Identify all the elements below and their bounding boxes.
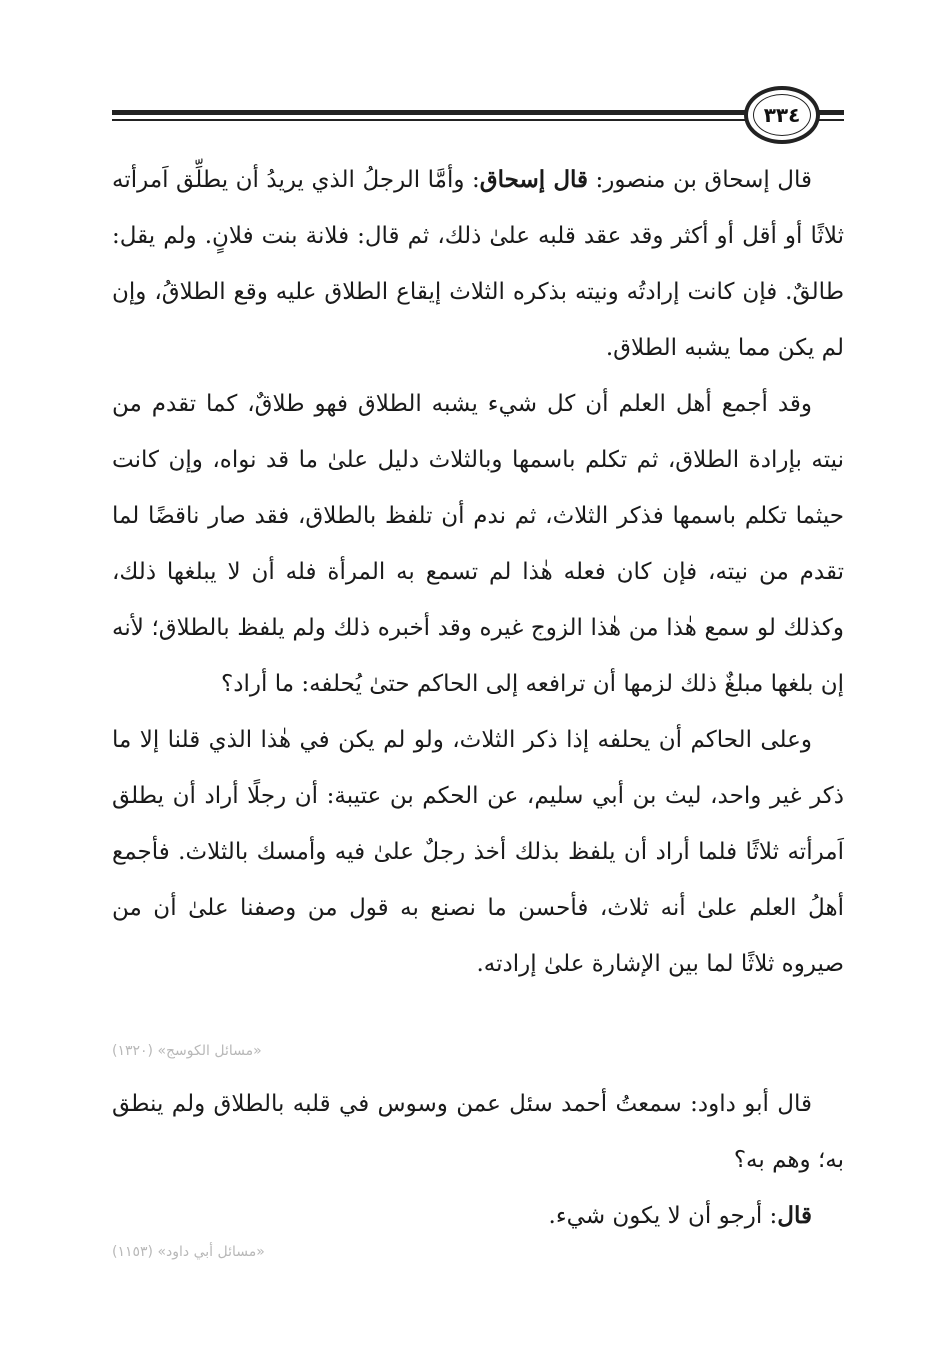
section-1-text (112, 152, 844, 992)
source-citation-1: «مسائل الكوسج» (١٣٢٠) (112, 1043, 262, 1059)
header-rule-right-thin (816, 119, 844, 121)
paragraph-2: وقد أجمع أهل العلم أن كل شيء يشبه الطلاق فهو طلاقٌ، كما تقدم من نيته بإرادة الطلاق، ثم تكلم باسمها وبالثلاث دليل علىٰ ما قد نواه، وإن كانت حيثما تكلم باسمها فذكر الثلاث، ثم ندم أن تلفظ بالطلاق، فقد صار ناقضًا لما تقدم من نيته، فإن كان فعله هٰذا لم تسمع به المرأة فله أن لا يبلغها ذلك، وكذلك لو سمع هٰذا من هٰذا الزوج غيره وقد أخبره ذلك ولم يلفظ بالطلاق؛ لأنه إن بلغها مبلغٌ ذلك لزمها أن ترافعه إلى الحاكم حتىٰ يُحلفه: ما أراد؟ (112, 391, 844, 697)
paragraph-5-body: : أرجو أن لا يكون شيء. (548, 1203, 778, 1229)
paragraph-1-lead: قال إسحاق بن منصور: (588, 167, 812, 193)
page-number-medallion (744, 86, 820, 144)
paragraph-1 (112, 152, 844, 376)
paragraph-5 (112, 1188, 844, 1244)
paragraph-3: وعلى الحاكم أن يحلفه إذا ذكر الثلاث، ولو لم يكن في هٰذا الذي قلنا إلا ما ذكر غير واحد، ليث بن أبي سليم، عن الحكم بن عتيبة: أن رجلًا أراد أن يطلق اَمرأته ثلاثًا فلما أراد أن يلفظ بذلك أخذ رجلٌ علىٰ فيه وأمسك بالثلاث. فأجمع أهلُ العلم علىٰ أنه ثلاث، فأحسن ما نصنع به قول من وصفنا علىٰ أن من صيروه ثلاثًا لما بين الإشارة علىٰ إرادته. (112, 727, 844, 977)
source-citation-2: «مسائل أبي داود» (١١٥٣) (112, 1244, 265, 1260)
speaker-label-2: قال (777, 1202, 812, 1229)
section-2-text (112, 1076, 844, 1244)
header-rule-right-thick (816, 110, 844, 115)
header-rule-thin (112, 119, 752, 121)
speaker-label: قال إسحاق (479, 166, 589, 193)
page-header (112, 86, 844, 146)
paragraph-1-body: : وأمَّا الرجلُ الذي يريدُ أن يطلِّق اَمرأته ثلاثًا أو أقل أو أكثر وقد عقد قلبه علىٰ ذلك، ثم قال: فلانة بنت فلانٍ. ولم يقل: طالقٌ. فإن كانت إرادتُه ونيته بذكره الثلاث إيقاع الطلاق عليه وقع الطلاقُ، وإن لم يكن مما يشبه الطلاق. (112, 167, 844, 361)
paragraph-4: قال أبو داود: سمعتُ أحمد سئل عمن وسوس في قلبه بالطلاق ولم ينطق به؛ وهم به؟ (112, 1091, 844, 1173)
header-rule-thick (112, 110, 752, 115)
page-number: ٣٣٤ (753, 94, 811, 136)
